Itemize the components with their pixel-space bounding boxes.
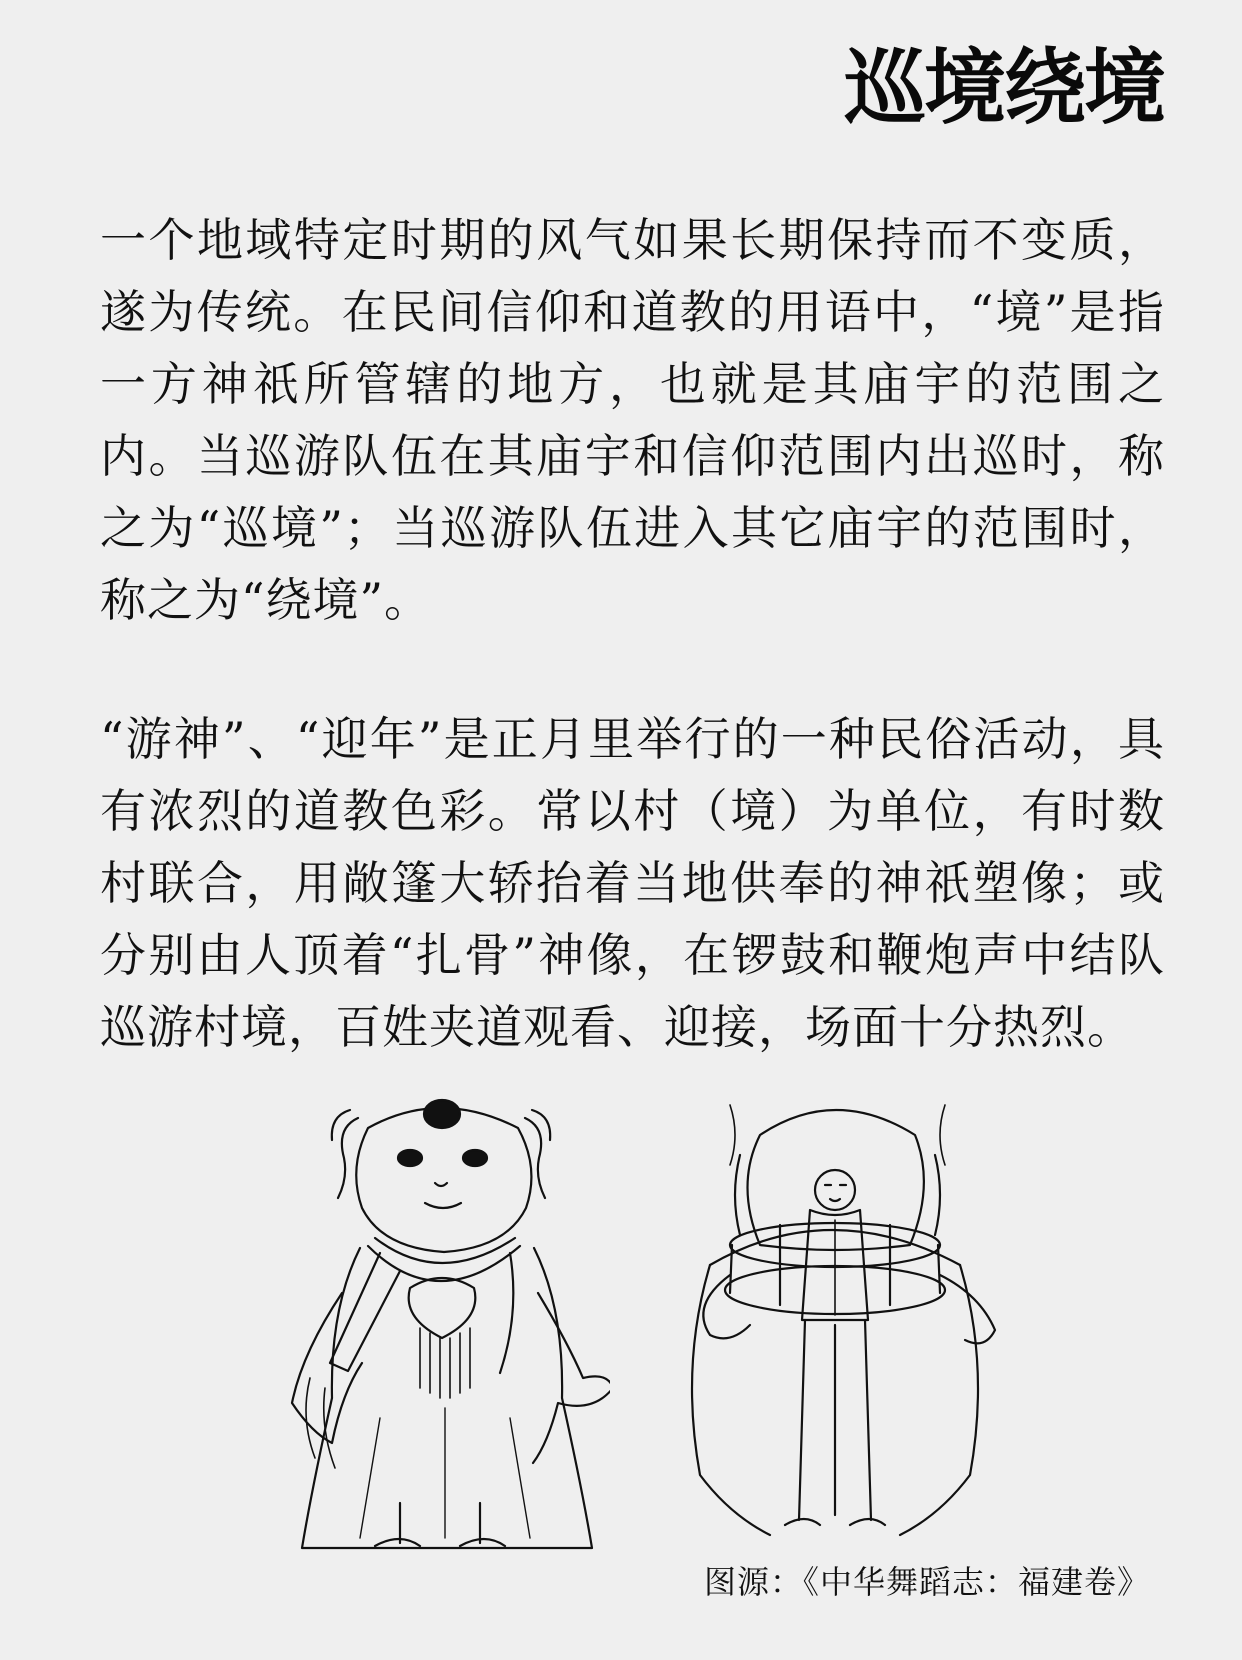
page-title: 巡境绕境: [843, 41, 1164, 136]
image-source-caption: 图源：《中华舞蹈志：福建卷》: [703, 1563, 1150, 1601]
caged-figure-illustration: [670, 1095, 1000, 1560]
paragraph-1: 一个地域特定时期的风气如果长期保持而不变质，遂为传统。在民间信仰和道教的用语中，“境”是指一方神祇所管辖的地方，也就是其庙宇的范围之内。当巡游队伍在其庙宇和信仰范围内出巡时，称之为“巡境”；当巡游队伍进入其它庙宇的范围时，称之为“绕境”。: [100, 213, 1165, 627]
figure-in-robe-illustration: [280, 1088, 610, 1558]
paragraph-2: “游神”、“迎年”是正月里举行的一种民俗活动，具有浓烈的道教色彩。常以村（境）为单位，有时数村联合，用敞篷大轿抬着当地供奉的神祇塑像；或分别由人顶着“扎骨”神像，在锣鼓和鞭炮声中结队巡游村境，百姓夹道观看、迎接，场面十分热烈。: [100, 712, 1165, 1054]
